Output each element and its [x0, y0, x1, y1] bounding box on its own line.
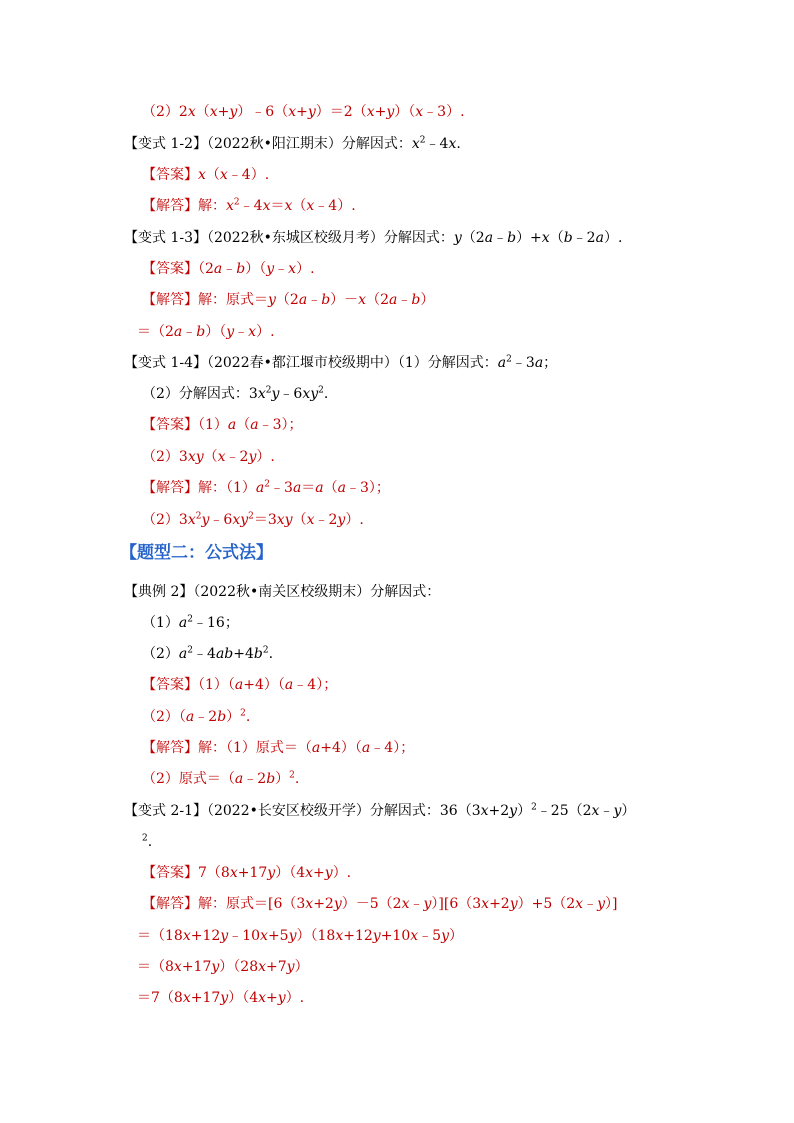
text-segment: （: [292, 198, 307, 214]
text-segment: ）+: [516, 230, 542, 246]
text-segment: a: [255, 480, 265, 496]
text-segment: y: [277, 990, 286, 1006]
text-segment: x: [182, 990, 191, 1006]
text-segment: ﹣10: [228, 928, 261, 944]
text-segment: 2: [419, 135, 426, 146]
text-segment: x: [217, 449, 226, 465]
text-segment: 2: [248, 511, 254, 522]
text-segment: +17: [237, 865, 268, 881]
text-line: [142, 197, 356, 215]
text-segment: x: [284, 198, 293, 214]
text-segment: x: [481, 896, 490, 912]
text-segment: ）－5（2: [341, 896, 402, 912]
text-segment: ）.: [332, 865, 352, 881]
text-segment: ）（28: [219, 959, 259, 975]
text-segment: ）: [449, 928, 463, 944]
text-segment: a: [234, 677, 244, 693]
text-segment: y: [267, 865, 276, 881]
text-segment: y: [386, 104, 395, 120]
text-segment: （: [195, 104, 210, 120]
section-heading: [120, 544, 273, 562]
text-segment: x: [306, 198, 315, 214]
text-segment: 2: [187, 614, 194, 625]
text-segment: a: [497, 355, 507, 371]
text-line: [142, 291, 434, 309]
text-segment: ；: [543, 355, 558, 371]
text-segment: y: [268, 292, 276, 308]
text-segment: ）.: [285, 990, 305, 1006]
text-segment: ﹣4: [239, 198, 263, 214]
text-segment: a: [178, 615, 188, 631]
text-segment: ）（18: [296, 928, 336, 944]
text-segment: y: [271, 386, 280, 402]
text-segment: 解：原式＝[6（3: [198, 896, 306, 912]
text-line: [142, 103, 465, 121]
text-segment: y: [220, 928, 229, 944]
text-segment: a: [311, 740, 321, 756]
text-segment: （: [323, 480, 338, 496]
text-segment: ＝7（8: [137, 990, 183, 1006]
text-segment: .: [456, 136, 461, 152]
text-segment: y: [509, 896, 518, 912]
text-segment: xy: [232, 512, 249, 528]
text-segment: （2: [198, 261, 214, 277]
text-segment: 【解答】: [142, 198, 198, 214]
text-segment: +10: [380, 928, 411, 944]
text-segment: x: [257, 386, 266, 402]
text-segment: a: [595, 230, 604, 246]
text-segment: +7: [266, 959, 287, 975]
text-segment: ）: [517, 803, 532, 819]
text-segment: ）－: [330, 292, 359, 308]
text-segment: （2）3: [142, 512, 188, 528]
text-line: [124, 135, 461, 153]
text-line: [142, 479, 390, 497]
text-segment: ﹣2: [572, 230, 596, 246]
text-segment: ）（4: [275, 865, 306, 881]
text-line: [137, 989, 304, 1007]
text-segment: a: [234, 771, 244, 787]
text-segment: x: [288, 261, 297, 277]
text-segment: y: [337, 512, 346, 528]
text-segment: ﹣: [599, 803, 614, 819]
text-segment: x: [401, 896, 410, 912]
text-segment: ﹣25（2: [536, 803, 592, 819]
text-line: [142, 416, 303, 434]
text-segment: y: [333, 896, 342, 912]
text-segment: +17: [181, 959, 212, 975]
text-segment: +2: [489, 896, 510, 912]
text-line: [142, 260, 315, 278]
text-segment: 【答案】: [142, 417, 198, 433]
text-segment: y: [211, 959, 220, 975]
text-segment: +: [374, 104, 387, 120]
text-segment: ）: [226, 709, 241, 725]
text-line: [142, 645, 273, 663]
text-segment: y: [248, 449, 257, 465]
text-segment: y: [613, 803, 622, 819]
text-line: [142, 770, 299, 788]
text-segment: ）: [420, 292, 435, 308]
text-segment: 解：（1）原式＝（: [198, 740, 312, 756]
text-segment: （2）: [142, 646, 179, 662]
text-segment: ）.: [603, 230, 623, 246]
text-segment: y: [288, 928, 297, 944]
text-segment: +12: [190, 928, 221, 944]
text-segment: ＝（2: [137, 324, 174, 340]
text-segment: +5: [267, 928, 289, 944]
text-segment: a: [173, 324, 183, 340]
text-segment: ﹣2: [225, 449, 249, 465]
text-segment: 【变式 2-1】（2022•长安区校级开学）分解因式：36（3: [124, 803, 481, 819]
text-segment: （2）分解因式：3: [142, 386, 258, 402]
text-segment: 7（8: [198, 865, 230, 881]
text-segment: ＝3: [253, 512, 277, 528]
text-segment: a: [227, 417, 237, 433]
text-segment: .: [294, 771, 300, 787]
text-segment: ）（: [205, 324, 227, 340]
text-segment: x: [335, 928, 344, 944]
text-segment: b: [217, 709, 227, 725]
text-segment: 【答案】: [142, 261, 198, 277]
text-segment: ＝（8: [137, 959, 174, 975]
text-segment: y: [266, 261, 275, 277]
text-segment: 2: [506, 354, 512, 365]
text-line: [142, 385, 328, 403]
text-segment: 【解答】: [142, 740, 198, 756]
text-segment: ﹣16；: [193, 615, 239, 631]
text-segment: b: [563, 230, 573, 246]
text-segment: 【变式 1-4】（2022春•都江堰市校级期中）（1）分解因式：: [124, 355, 498, 371]
text-segment: x: [187, 104, 196, 120]
text-segment: 【解答】: [142, 292, 198, 308]
text-segment: （2）2: [142, 104, 188, 120]
text-segment: 2: [289, 770, 295, 781]
text-segment: 2: [187, 645, 194, 656]
text-segment: ﹣: [307, 292, 322, 308]
text-segment: ﹣: [397, 292, 412, 308]
text-segment: a: [292, 480, 302, 496]
text-segment: b: [411, 292, 421, 308]
text-segment: 2: [233, 197, 240, 208]
text-segment: y: [286, 959, 295, 975]
text-segment: 解：（1）: [198, 480, 256, 496]
text-segment: ﹣: [274, 261, 289, 277]
text-segment: ﹣: [409, 896, 424, 912]
text-segment: a: [484, 230, 494, 246]
text-segment: a: [389, 292, 398, 308]
text-segment: （1）（: [198, 677, 235, 693]
text-segment: ）: [621, 803, 636, 819]
text-segment: 【变式 1-2】（2022秋•阳江期末）分解因式：: [124, 136, 412, 152]
text-segment: 2: [265, 385, 272, 396]
text-segment: x: [410, 928, 419, 944]
text-segment: ﹣4）；: [293, 677, 338, 693]
text-segment: ）.: [296, 261, 315, 277]
text-line: [137, 958, 309, 976]
text-segment: ＝（18: [137, 928, 183, 944]
text-segment: ）＝2（: [315, 104, 367, 120]
text-line: [124, 229, 622, 247]
text-segment: ﹣3）.: [423, 104, 465, 120]
text-segment: x: [248, 324, 257, 340]
text-segment: （: [205, 167, 220, 183]
text-segment: 【变式 1-3】（2022秋•东城区校级月考）分解因式：: [124, 230, 454, 246]
text-segment: 2: [142, 833, 148, 844]
text-segment: x: [305, 865, 314, 881]
text-line: [124, 354, 557, 372]
text-segment: xy: [302, 386, 319, 402]
text-segment: x: [366, 104, 375, 120]
text-line: [137, 323, 275, 341]
text-segment: ）]: [605, 896, 618, 912]
text-segment: ）（: [394, 104, 416, 120]
text-segment: xy: [276, 512, 293, 528]
text-segment: +4: [233, 646, 254, 662]
text-segment: 2: [318, 385, 324, 396]
text-segment: +4）（: [320, 740, 362, 756]
text-segment: x: [305, 896, 314, 912]
text-line: [142, 676, 337, 694]
text-segment: .: [268, 646, 274, 662]
text-segment: b: [266, 771, 276, 787]
text-segment: ）.: [256, 324, 275, 340]
text-segment: x: [448, 136, 457, 152]
text-segment: b: [507, 230, 517, 246]
text-line: [142, 511, 364, 529]
text-segment: （1）: [142, 615, 179, 631]
text-segment: ）+5（2: [517, 896, 576, 912]
text-segment: x: [258, 959, 267, 975]
text-segment: ﹣5: [418, 928, 442, 944]
text-segment: x: [209, 104, 218, 120]
text-segment: ）（: [245, 261, 267, 277]
text-segment: 2: [195, 511, 202, 522]
text-segment: y: [509, 803, 518, 819]
text-line: [142, 895, 617, 913]
text-segment: x: [591, 803, 600, 819]
text-segment: ﹣: [234, 324, 249, 340]
text-segment: ﹣4）.: [227, 167, 270, 183]
text-segment: ﹣4: [193, 646, 216, 662]
text-segment: x: [415, 104, 424, 120]
text-segment: y: [597, 896, 605, 912]
text-segment: y: [220, 990, 229, 1006]
text-segment: ）: [294, 959, 309, 975]
text-segment: y: [226, 324, 235, 340]
text-segment: b: [253, 646, 263, 662]
text-segment: +2: [313, 896, 334, 912]
text-line: [142, 708, 250, 726]
text-segment: ）.: [256, 449, 275, 465]
text-segment: （2）原式＝（: [142, 771, 235, 787]
text-segment: +4）（: [243, 677, 285, 693]
text-segment: y: [453, 230, 462, 246]
text-segment: 【典例 2】（2022秋•南关区校级期末）分解因式：: [124, 584, 441, 600]
text-segment: ﹣3: [270, 480, 293, 496]
text-segment: 【解答】: [142, 896, 198, 912]
text-line: [137, 927, 463, 945]
text-segment: x: [258, 990, 267, 1006]
text-segment: a: [337, 480, 347, 496]
text-segment: x: [480, 803, 489, 819]
text-segment: ﹣: [222, 261, 237, 277]
text-segment: ﹣: [182, 324, 197, 340]
text-segment: 【题型二：公式法】: [120, 543, 273, 563]
text-segment: ﹣2: [194, 709, 218, 725]
text-segment: y: [201, 512, 210, 528]
text-segment: 【答案】: [142, 865, 198, 881]
text-segment: （2: [461, 230, 485, 246]
text-line: [124, 802, 635, 820]
text-segment: x: [306, 512, 315, 528]
text-segment: +: [266, 990, 278, 1006]
text-segment: （2: [366, 292, 389, 308]
text-segment: ）（4: [228, 990, 259, 1006]
text-line: [142, 448, 275, 466]
text-segment: a: [284, 677, 294, 693]
text-segment: ﹣4）；: [370, 740, 415, 756]
text-segment: a: [250, 417, 259, 433]
text-segment: x: [173, 959, 182, 975]
text-segment: b: [196, 324, 206, 340]
text-segment: （2: [275, 292, 299, 308]
text-segment: b: [236, 261, 246, 277]
text-segment: +: [296, 104, 308, 120]
text-segment: ﹣2: [314, 512, 338, 528]
text-segment: 2: [264, 479, 271, 490]
text-line: [142, 864, 351, 882]
text-segment: x: [226, 198, 234, 214]
text-segment: ）.: [345, 512, 364, 528]
text-segment: 解：: [198, 198, 226, 214]
text-segment: x: [411, 136, 420, 152]
text-segment: a: [298, 292, 308, 308]
text-segment: ab: [215, 646, 234, 662]
text-segment: y: [441, 928, 449, 944]
text-segment: xy: [187, 449, 204, 465]
text-segment: 2: [262, 645, 269, 656]
text-segment: ）: [275, 771, 290, 787]
text-line: [142, 614, 239, 632]
text-segment: .: [147, 834, 153, 850]
text-segment: （1）: [198, 417, 228, 433]
text-segment: x: [262, 198, 271, 214]
text-segment: （: [203, 449, 218, 465]
text-segment: a: [213, 261, 223, 277]
text-line: [142, 739, 414, 757]
text-segment: a: [361, 740, 371, 756]
text-segment: y: [324, 865, 333, 881]
text-segment: x: [358, 292, 367, 308]
text-segment: ﹣3）；: [258, 417, 303, 433]
text-segment: y: [423, 896, 432, 912]
text-segment: 解：原式＝: [198, 292, 268, 308]
text-segment: 【答案】: [142, 167, 198, 183]
text-segment: .: [323, 386, 329, 402]
text-segment: .: [245, 709, 251, 725]
text-segment: +17: [190, 990, 221, 1006]
text-segment: （: [549, 230, 564, 246]
text-segment: ﹣: [493, 230, 508, 246]
text-segment: ﹣6: [209, 512, 233, 528]
text-segment: ﹣4: [425, 136, 449, 152]
text-segment: a: [185, 709, 195, 725]
text-segment: x: [575, 896, 584, 912]
text-segment: x: [229, 865, 238, 881]
text-segment: b: [321, 292, 331, 308]
text-segment: x: [198, 167, 206, 183]
text-segment: ﹣4）.: [314, 198, 356, 214]
text-segment: x: [260, 928, 268, 944]
text-segment: x: [187, 512, 196, 528]
text-segment: x: [541, 230, 550, 246]
text-segment: ﹣2: [243, 771, 267, 787]
text-segment: +: [217, 104, 230, 120]
text-segment: x: [288, 104, 297, 120]
text-segment: 2: [240, 708, 246, 719]
text-segment: a: [315, 480, 324, 496]
text-segment: y: [307, 104, 316, 120]
text-segment: y: [229, 104, 238, 120]
text-segment: y: [372, 928, 381, 944]
text-segment: （: [292, 512, 307, 528]
text-segment: （: [236, 417, 251, 433]
text-segment: x: [219, 167, 228, 183]
text-segment: ＝: [301, 480, 316, 496]
text-segment: 【答案】: [142, 677, 198, 693]
text-segment: ﹣6: [279, 386, 303, 402]
text-segment: 【解答】: [142, 480, 198, 496]
text-segment: （2）（: [142, 709, 186, 725]
text-line: [142, 833, 152, 851]
text-segment: ）][6（3: [431, 896, 482, 912]
text-segment: x: [182, 928, 191, 944]
text-segment: ﹣3: [511, 355, 535, 371]
text-segment: +2: [488, 803, 510, 819]
text-segment: ）﹣6（: [237, 104, 289, 120]
text-segment: a: [534, 355, 544, 371]
text-line: [142, 166, 269, 184]
text-segment: +12: [343, 928, 373, 944]
text-segment: ﹣: [583, 896, 598, 912]
text-segment: 2: [531, 802, 537, 813]
text-segment: a: [178, 646, 188, 662]
text-segment: ＝: [270, 198, 285, 214]
text-segment: +: [313, 865, 325, 881]
text-segment: （2）3: [142, 449, 188, 465]
text-segment: ﹣3）；: [346, 480, 390, 496]
text-line: [124, 583, 440, 601]
